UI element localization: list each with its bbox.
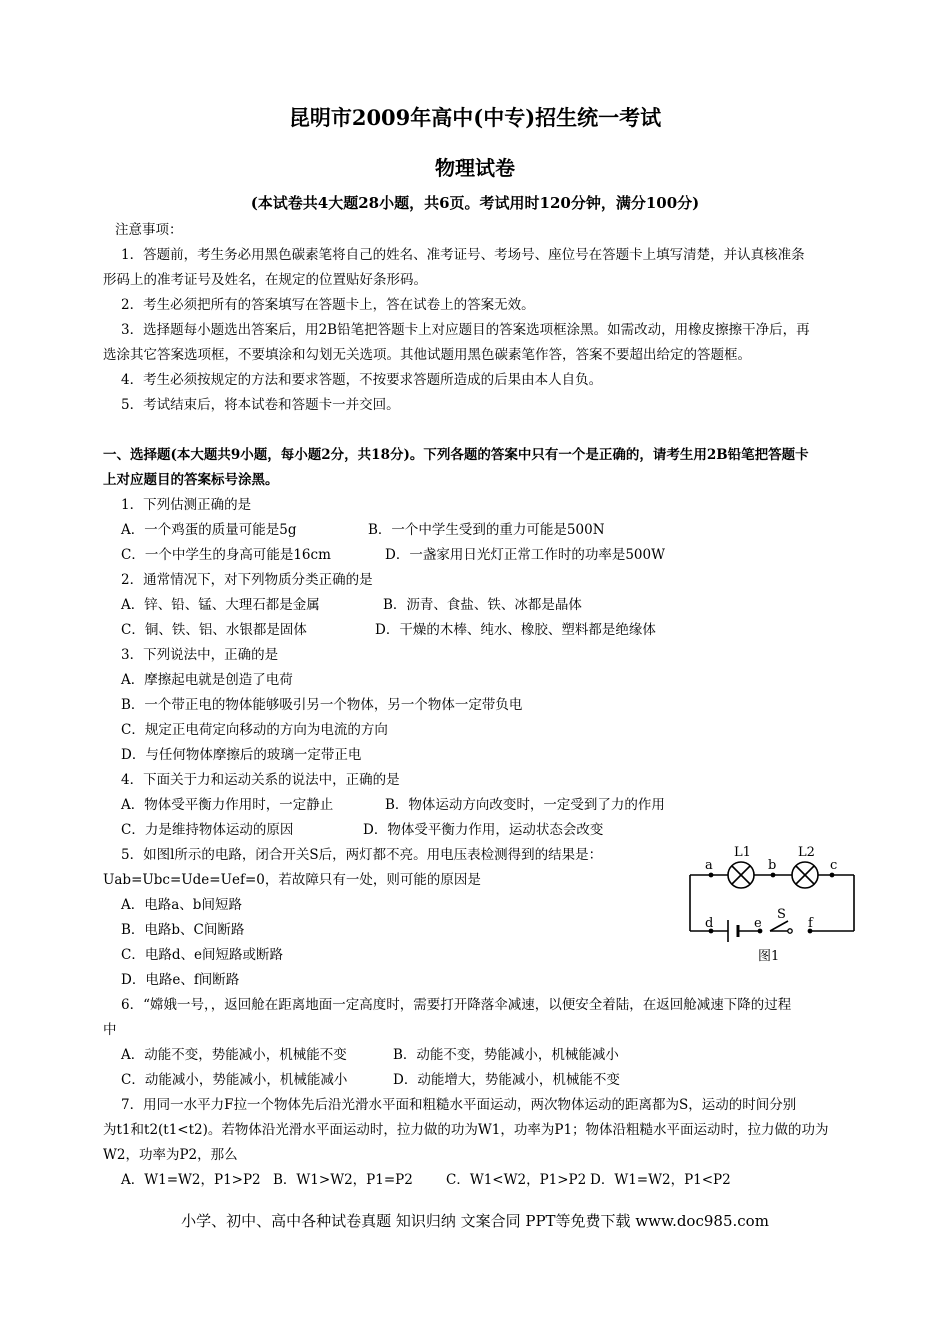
node-label-a: a <box>705 858 713 873</box>
question-stem: 4．下面关于力和运动关系的说法中，正确的是 <box>121 772 400 788</box>
lamp-label-l1: L1 <box>734 845 751 860</box>
notice-item: 1．答题前，考生务必用黑色碳素笔将自己的姓名、准考证号、考场号、座位号在答题卡上填写清楚，并认真核准条 <box>121 247 805 263</box>
option-b: B．一个中学生受到的重力可能是500N <box>368 522 605 538</box>
lamp-l2 <box>792 862 818 888</box>
option-a: A．电路a、b间短路 <box>121 897 242 913</box>
option-d: D．动能增大，势能减小，机械能不变 <box>393 1072 620 1088</box>
question-stem: 2．通常情况下，对下列物质分类正确的是 <box>121 572 373 588</box>
option-a: A．摩擦起电就是创造了电荷 <box>121 672 293 688</box>
question-stem: 中 <box>103 1022 117 1038</box>
section-heading: 上对应题目的答案标号涂黑。 <box>103 472 279 488</box>
notice-item: 3．选择题每小题选出答案后，用2B铅笔把答题卡上对应题目的答案选项框涂黑。如需改动，用橡皮擦擦干净后，再 <box>121 322 810 338</box>
option-c: C．电路d、e间短路或断路 <box>121 947 283 963</box>
node-label-e: e <box>754 916 762 931</box>
notice-item: 选涂其它答案选项框，不要填涂和勾划无关选项。其他试题用黑色碳素笔作答，答案不要超出给定的答题框。 <box>103 347 751 363</box>
question-stem: 6．“嫦娥一号，，返回舱在距离地面一定高度时，需要打开降落伞减速，以便安全着陆，在返回舱减速下降的过程 <box>121 997 792 1013</box>
exam-subtitle: 物理试卷 <box>435 156 515 180</box>
option-b: B．一个带正电的物体能够吸引另一个物体，另一个物体一定带负电 <box>121 697 523 713</box>
option-c: C．铜、铁、铝、水银都是固体 <box>121 622 307 638</box>
node-label-b: b <box>768 858 777 873</box>
question-stem: 1．下列估测正确的是 <box>121 497 252 513</box>
question-stem: 3．下列说法中，正确的是 <box>121 647 279 663</box>
option-b: B．动能不变，势能减小，机械能减小 <box>393 1047 619 1063</box>
question-stem: 7．用同一水平力F拉一个物体先后沿光滑水平面和粗糙水平面运动，两次物体运动的距离都为S，运动的时间分别 <box>121 1097 797 1113</box>
option-a: A．物体受平衡力作用时，一定静止 <box>121 797 334 813</box>
exam-info: (本试卷共4大题28小题，共6页。考试用时120分钟，满分100分) <box>250 194 700 212</box>
question-stem: 为t1和t2(t1<t2)。若物体沿光滑水平面运动时，拉力做的功为W1，功率为P1；物体沿粗糙水平面运动时，拉力做的功为 <box>103 1122 829 1138</box>
question-stem: W2，功率为P2，那么 <box>103 1147 238 1163</box>
battery-icon <box>728 920 738 942</box>
option-d: D．干燥的木棒、纯水、橡胶、塑料都是绝缘体 <box>375 622 656 638</box>
option-c: C．规定正电荷定向移动的方向为电流的方向 <box>121 722 388 738</box>
section-heading: 一、选择题(本大题共9小题，每小题2分，共18分)。下列各题的答案中只有一个是正确的，请考生用2B铅笔把答题卡 <box>103 447 809 463</box>
option-a: A．动能不变，势能减小，机械能不变 <box>121 1047 347 1063</box>
option-a: A．W1=W2，P1>P2 <box>121 1172 261 1188</box>
option-c: C．W1<W2，P1>P2 <box>446 1172 587 1188</box>
question-stem: 5．如图l所示的电路，闭合开关S后，两灯都不亮。用电压表检测得到的结果是： <box>121 847 603 863</box>
option-d: D．电路e、f间断路 <box>121 972 240 988</box>
option-b: B．沥青、食盐、铁、冰都是晶体 <box>383 597 582 613</box>
option-a: A．一个鸡蛋的质量可能是5g <box>121 522 297 538</box>
figure-caption: 图1 <box>758 949 780 964</box>
exam-title: 昆明市2009年高中(中专)招生统一考试 <box>288 105 662 130</box>
notice-heading: 注意事项： <box>115 222 183 238</box>
notice-item: 2．考生必须把所有的答案填写在答题卡上，答在试卷上的答案无效。 <box>121 297 535 313</box>
option-b: B．物体运动方向改变时，一定受到了力的作用 <box>385 797 665 813</box>
node-label-d: d <box>705 916 714 931</box>
lamp-l1 <box>728 862 754 888</box>
node-label-f: f <box>808 916 813 931</box>
circuit-figure <box>680 838 865 970</box>
option-d: D．一盏家用日光灯正常工作时的功率是500W <box>385 547 665 563</box>
option-c: C．一个中学生的身高可能是16cm <box>121 547 331 563</box>
lamp-label-l2: L2 <box>798 845 815 860</box>
option-a: A．锌、铅、锰、大理石都是金属 <box>121 597 320 613</box>
option-b: B．W1>W2，P1=P2 <box>273 1172 413 1188</box>
option-b: B．电路b、C间断路 <box>121 922 245 938</box>
footer-text: 小学、初中、高中各种试卷真题 知识归纳 文案合同 PPT等免费下载 www.doc985.com <box>181 1212 769 1230</box>
option-c: C．动能减小，势能减小，机械能减小 <box>121 1072 348 1088</box>
notice-item: 4．考生必须按规定的方法和要求答题，不按要求答题所造成的后果由本人自负。 <box>121 372 603 388</box>
question-stem: Uab=Ubc=Ude=Uef=0，若故障只有一处，则可能的原因是 <box>103 872 481 888</box>
node-label-c: c <box>830 858 838 873</box>
option-d: D．与任何物体摩擦后的玻璃一定带正电 <box>121 747 362 763</box>
option-d: D．W1=W2，P1<P2 <box>590 1172 731 1188</box>
notice-item: 5．考试结束后，将本试卷和答题卡一并交回。 <box>121 397 400 413</box>
option-d: D．物体受平衡力作用，运动状态会改变 <box>363 822 604 838</box>
notice-item: 形码上的准考证号及姓名，在规定的位置贴好条形码。 <box>103 272 427 288</box>
switch-label: S <box>777 907 786 922</box>
option-c: C．力是维持物体运动的原因 <box>121 822 294 838</box>
